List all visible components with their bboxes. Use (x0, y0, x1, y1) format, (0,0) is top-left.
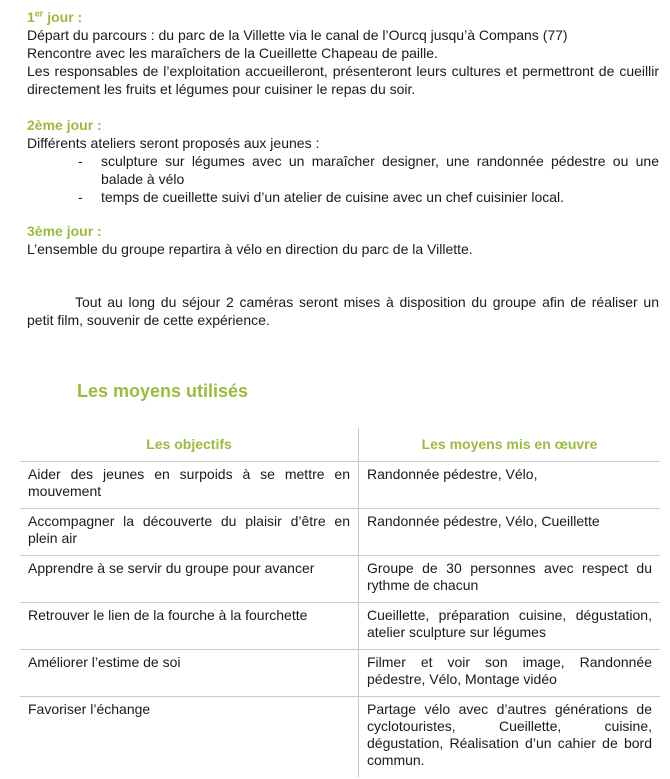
cameras-paragraph: Tout au long du séjour 2 caméras seront mises à disposition du groupe afin de réaliser un petit film, souvenir de cette expérience. (27, 294, 659, 328)
table-row (20, 556, 660, 603)
day1-meeting: Rencontre avec les maraîchers de la Cueillette Chapeau de paille. (27, 45, 438, 61)
day2-workshop-list (27, 152, 659, 206)
means-cell: Filmer et voir son image, Randonnée pédestre, Vélo, Montage vidéo (359, 650, 661, 697)
section-title: Les moyens utilisés (77, 381, 249, 401)
means-cell: Partage vélo avec d’autres générations de cyclotouristes, Cueillette, cuisine, dégustation, Réalisation d’un cahier de bord commun. (359, 697, 661, 778)
day1-heading: 1er jour : (27, 8, 83, 25)
table-header-row (20, 428, 660, 462)
means-cell: Randonnée pédestre, Vélo, (359, 462, 661, 509)
column-header-objectives: Les objectifs (20, 428, 359, 462)
objective-cell: Accompagner la découverte du plaisir d’être en plein air (20, 509, 359, 556)
day3-heading: 3ème jour : (27, 223, 102, 239)
day1-description: Les responsables de l’exploitation accueilleront, présenteront leurs cultures et permettront de cueillir directement les fruits et légumes pour cuisiner le repas du soir. (27, 63, 659, 97)
table-row (20, 603, 660, 650)
objective-cell: Améliorer l’estime de soi (20, 650, 359, 697)
objective-cell: Aider des jeunes en surpoids à se mettre en mouvement (20, 462, 359, 509)
column-header-means: Les moyens mis en œuvre (359, 428, 661, 462)
day2-heading: 2ème jour : (27, 117, 102, 133)
table-row (20, 462, 660, 509)
means-cell: Cueillette, préparation cuisine, dégustation, atelier sculpture sur légumes (359, 603, 661, 650)
table-row (20, 650, 660, 697)
list-item: - sculpture sur légumes avec un maraîcher designer, une randonnée pédestre ou une balade à vélo (78, 153, 659, 187)
means-cell: Randonnée pédestre, Vélo, Cueillette (359, 509, 661, 556)
objective-cell: Favoriser l’échange (28, 701, 151, 717)
table-row (20, 509, 660, 556)
day1-route: Départ du parcours : du parc de la Villette via le canal de l’Ourcq jusqu’à Compans (77) (27, 27, 568, 43)
day3-text: L’ensemble du groupe repartira à vélo en direction du parc de la Villette. (27, 241, 473, 257)
objective-cell: Apprendre à se servir du groupe pour avancer (20, 556, 359, 603)
day2-intro: Différents ateliers seront proposés aux jeunes : (27, 135, 320, 151)
means-table (20, 428, 660, 777)
table-row (20, 697, 660, 778)
list-item: - temps de cueillette suivi d’un atelier de cuisine avec un chef cuisinier local. (78, 189, 565, 205)
objective-cell: Retrouver le lien de la fourche à la fourchette (20, 603, 359, 650)
means-cell: Groupe de 30 personnes avec respect du rythme de chacun (359, 556, 661, 603)
